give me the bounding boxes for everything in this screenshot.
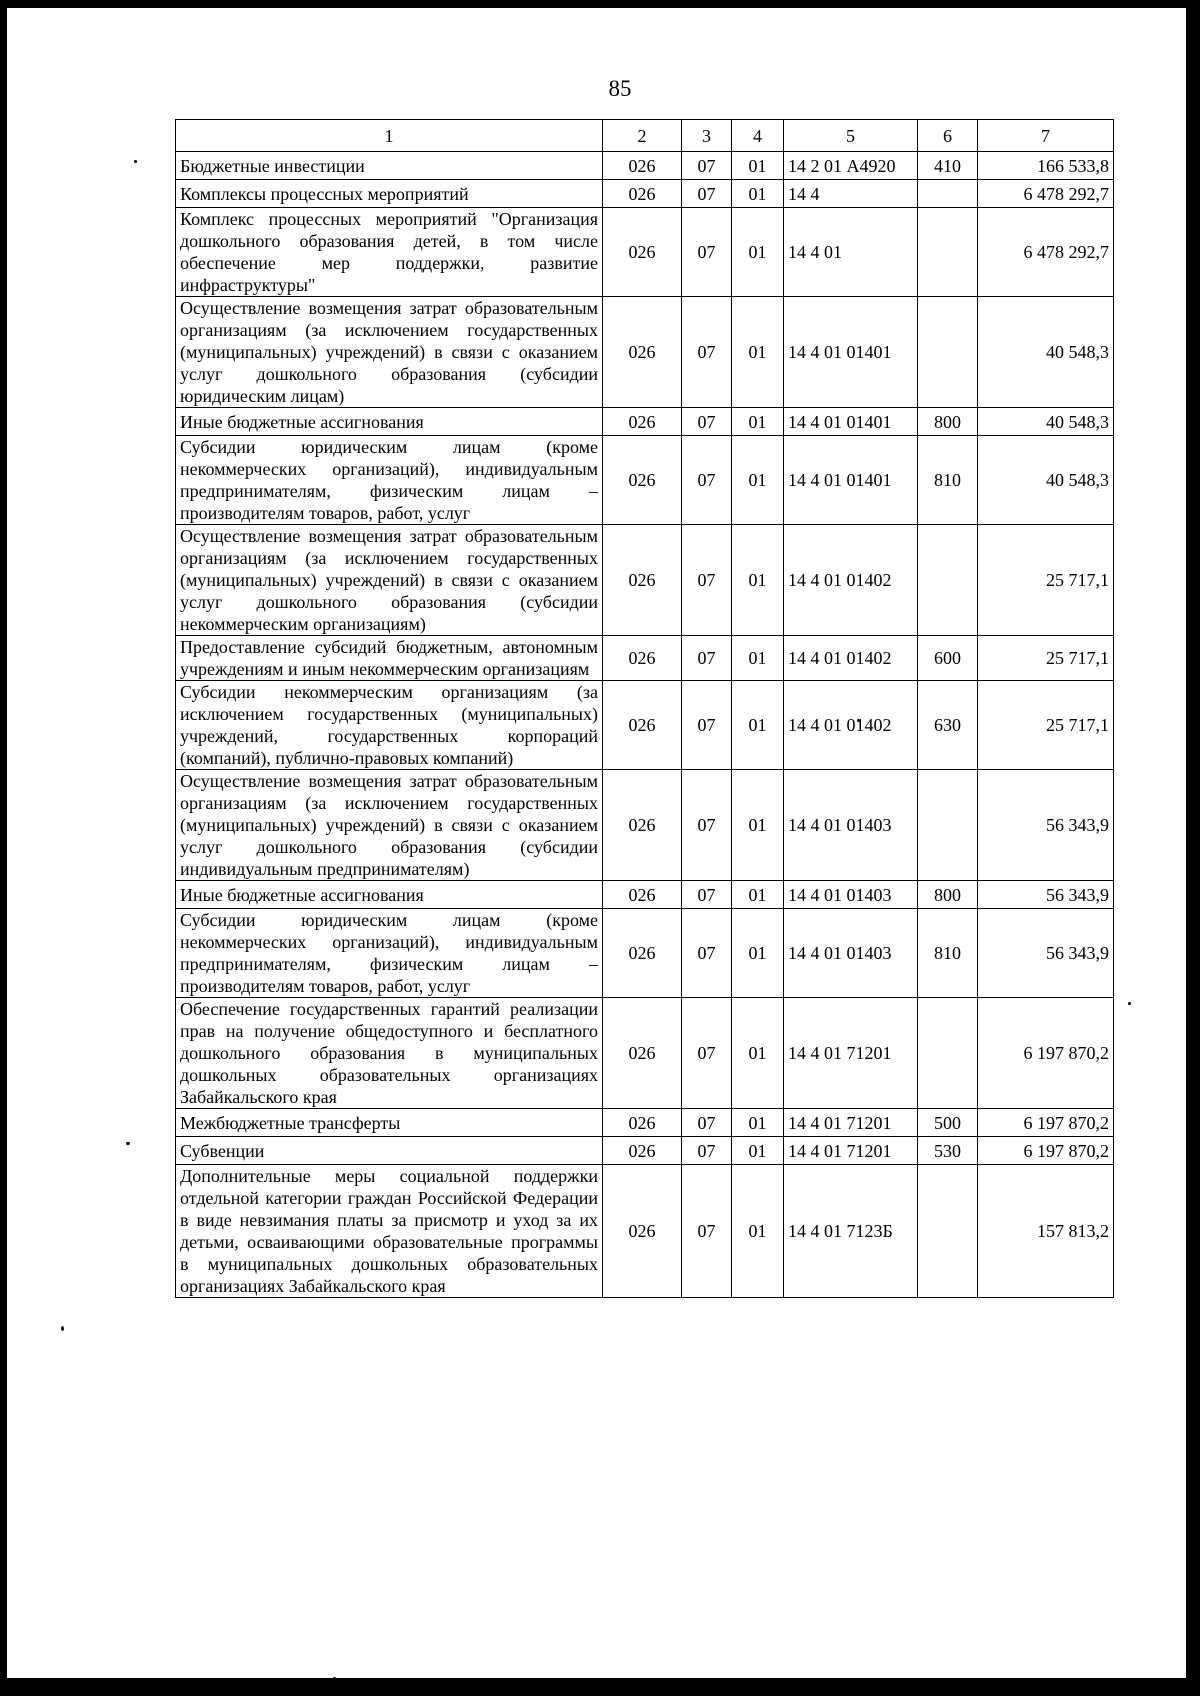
cell-code-6 [918, 998, 978, 1109]
cell-sum: 25 717,1 [978, 525, 1114, 636]
column-header: 3 [682, 120, 732, 152]
cell-code-5: 14 4 01 71201 [784, 998, 918, 1109]
cell-code-6: 630 [918, 681, 978, 770]
cell-code-4: 01 [732, 1109, 784, 1137]
table-row [176, 1165, 1114, 1298]
cell-code-5: 14 4 01 71201 [784, 1137, 918, 1165]
table-row [176, 525, 1114, 636]
cell-code-4: 01 [732, 208, 784, 297]
table-row [176, 881, 1114, 909]
table-row [176, 208, 1114, 297]
scan-speck [126, 1142, 130, 1145]
scan-border-top [0, 0, 1200, 8]
cell-code-3: 07 [682, 408, 732, 436]
row-name: Субсидии юридическим лицам (кроме некоммерческих организаций), индивидуальным предпринимателям, физическим лицам – производителям товаров, работ, услуг [176, 909, 603, 998]
row-name: Осуществление возмещения затрат образовательным организациям (за исключением государственных (муниципальных) учреждений) в связи с оказанием услуг дошкольного образования (субсидии юридическим лицам) [176, 297, 603, 408]
cell-code-2: 026 [603, 881, 682, 909]
cell-code-6: 800 [918, 408, 978, 436]
cell-code-3: 07 [682, 770, 732, 881]
cell-code-4: 01 [732, 1137, 784, 1165]
table-row [176, 1109, 1114, 1137]
cell-code-2: 026 [603, 1165, 682, 1298]
cell-code-5: 14 4 01 01401 [784, 408, 918, 436]
cell-code-4: 01 [732, 1165, 784, 1298]
cell-code-2: 026 [603, 998, 682, 1109]
cell-code-6 [918, 525, 978, 636]
table-row [176, 1137, 1114, 1165]
cell-code-2: 026 [603, 408, 682, 436]
cell-code-4: 01 [732, 770, 784, 881]
cell-code-6 [918, 180, 978, 208]
scan-border-right [1186, 0, 1200, 1696]
cell-sum: 6 478 292,7 [978, 180, 1114, 208]
table-row [176, 297, 1114, 408]
cell-code-3: 07 [682, 681, 732, 770]
cell-code-4: 01 [732, 525, 784, 636]
cell-code-3: 07 [682, 152, 732, 180]
cell-code-2: 026 [603, 1109, 682, 1137]
cell-code-5: 14 4 01 01401 [784, 297, 918, 408]
cell-code-6: 800 [918, 881, 978, 909]
budget-table [175, 119, 1114, 1298]
cell-code-3: 07 [682, 297, 732, 408]
cell-sum: 40 548,3 [978, 408, 1114, 436]
page-number: 85 [608, 76, 632, 101]
cell-code-2: 026 [603, 525, 682, 636]
cell-code-5: 14 4 01 01403 [784, 909, 918, 998]
table-row [176, 998, 1114, 1109]
cell-code-5: 14 4 01 01401 [784, 436, 918, 525]
table-row [176, 408, 1114, 436]
cell-code-2: 026 [603, 636, 682, 681]
row-name: Субсидии юридическим лицам (кроме некоммерческих организаций), индивидуальным предпринимателям, физическим лицам – производителям товаров, работ, услуг [176, 436, 603, 525]
cell-code-3: 07 [682, 636, 732, 681]
cell-code-4: 01 [732, 408, 784, 436]
cell-code-2: 026 [603, 436, 682, 525]
column-header: 4 [732, 120, 784, 152]
cell-code-4: 01 [732, 436, 784, 525]
cell-code-6: 530 [918, 1137, 978, 1165]
cell-code-6: 500 [918, 1109, 978, 1137]
row-name: Иные бюджетные ассигнования [176, 881, 603, 909]
cell-code-3: 07 [682, 1137, 732, 1165]
row-name: Межбюджетные трансферты [176, 1109, 603, 1137]
table-row [176, 436, 1114, 525]
cell-sum: 6 197 870,2 [978, 998, 1114, 1109]
cell-code-4: 01 [732, 998, 784, 1109]
cell-sum: 6 478 292,7 [978, 208, 1114, 297]
table-row [176, 152, 1114, 180]
cell-code-4: 01 [732, 152, 784, 180]
row-name: Субсидии некоммерческим организациям (за исключением государственных (муниципальных) учреждений, государственных корпораций (компаний), публично-правовых компаний) [176, 681, 603, 770]
row-name: Бюджетные инвестиции [176, 152, 603, 180]
cell-code-4: 01 [732, 297, 784, 408]
cell-code-3: 07 [682, 436, 732, 525]
cell-code-2: 026 [603, 208, 682, 297]
cell-sum: 56 343,9 [978, 770, 1114, 881]
cell-code-4: 01 [732, 180, 784, 208]
cell-sum: 56 343,9 [978, 909, 1114, 998]
scan-border-left [0, 0, 7, 1696]
cell-sum: 40 548,3 [978, 436, 1114, 525]
cell-code-3: 07 [682, 208, 732, 297]
cell-code-5: 14 4 01 01403 [784, 770, 918, 881]
scan-speck [333, 1677, 336, 1680]
cell-code-6: 600 [918, 636, 978, 681]
row-name: Предоставление субсидий бюджетным, автономным учреждениям и иным некоммерческим организациям [176, 636, 603, 681]
cell-code-4: 01 [732, 909, 784, 998]
row-name: Иные бюджетные ассигнования [176, 408, 603, 436]
cell-code-3: 07 [682, 1165, 732, 1298]
column-header: 5 [784, 120, 918, 152]
row-name: Комплекс процессных мероприятий "Организация дошкольного образования детей, в том числе обеспечение мер поддержки, развитие инфраструктуры" [176, 208, 603, 297]
table-header-row [176, 120, 1114, 152]
cell-code-3: 07 [682, 525, 732, 636]
cell-code-2: 026 [603, 1137, 682, 1165]
cell-code-2: 026 [603, 152, 682, 180]
cell-sum: 157 813,2 [978, 1165, 1114, 1298]
cell-code-2: 026 [603, 909, 682, 998]
cell-code-6 [918, 1165, 978, 1298]
cell-code-4: 01 [732, 881, 784, 909]
row-name: Осуществление возмещения затрат образовательным организациям (за исключением государственных (муниципальных) учреждений) в связи с оказанием услуг дошкольного образования (субсидии индивидуальным предпринимателям) [176, 770, 603, 881]
row-name: Дополнительные меры социальной поддержки отдельной категории граждан Российской Федерации в виде невзимания платы за присмотр и уход за их детьми, осваивающими образовательные программы в муниципальных дошкольных образовательных организациях Забайкальского края [176, 1165, 603, 1298]
cell-code-2: 026 [603, 681, 682, 770]
cell-code-6: 810 [918, 436, 978, 525]
cell-code-2: 026 [603, 770, 682, 881]
cell-code-5: 14 4 01 01402 [784, 636, 918, 681]
cell-code-4: 01 [732, 681, 784, 770]
scan-speck [1128, 1002, 1131, 1005]
cell-sum: 6 197 870,2 [978, 1137, 1114, 1165]
cell-code-6: 410 [918, 152, 978, 180]
row-name: Осуществление возмещения затрат образовательным организациям (за исключением государственных (муниципальных) учреждений) в связи с оказанием услуг дошкольного образования (субсидии некоммерческим организациям) [176, 525, 603, 636]
cell-code-5: 14 4 [784, 180, 918, 208]
cell-sum: 56 343,9 [978, 881, 1114, 909]
cell-sum: 25 717,1 [978, 636, 1114, 681]
column-header: 2 [603, 120, 682, 152]
cell-code-5: 14 4 01 01403 [784, 881, 918, 909]
row-name: Субвенции [176, 1137, 603, 1165]
cell-code-6: 810 [918, 909, 978, 998]
cell-code-6 [918, 297, 978, 408]
cell-code-5: 14 4 01 01402 [784, 681, 918, 770]
cell-code-3: 07 [682, 180, 732, 208]
table-row [176, 770, 1114, 881]
cell-code-5: 14 4 01 7123Б [784, 1165, 918, 1298]
cell-code-6 [918, 770, 978, 881]
cell-code-5: 14 4 01 01402 [784, 525, 918, 636]
cell-sum: 25 717,1 [978, 681, 1114, 770]
scan-speck [61, 1326, 64, 1331]
cell-code-3: 07 [682, 998, 732, 1109]
cell-code-4: 01 [732, 636, 784, 681]
cell-code-2: 026 [603, 297, 682, 408]
cell-code-3: 07 [682, 1109, 732, 1137]
column-header: 6 [918, 120, 978, 152]
cell-sum: 6 197 870,2 [978, 1109, 1114, 1137]
row-name: Комплексы процессных мероприятий [176, 180, 603, 208]
cell-code-5: 14 4 01 71201 [784, 1109, 918, 1137]
table-row [176, 909, 1114, 998]
cell-code-6 [918, 208, 978, 297]
table-row [176, 681, 1114, 770]
cell-sum: 166 533,8 [978, 152, 1114, 180]
scan-border-bottom [0, 1678, 1200, 1696]
column-header: 1 [176, 120, 603, 152]
row-name: Обеспечение государственных гарантий реализации прав на получение общедоступного и бесплатного дошкольного образования в муниципальных дошкольных образовательных организациях Забайкальского края [176, 998, 603, 1109]
cell-code-3: 07 [682, 909, 732, 998]
cell-sum: 40 548,3 [978, 297, 1114, 408]
scan-speck [134, 160, 137, 163]
cell-code-5: 14 2 01 А4920 [784, 152, 918, 180]
cell-code-5: 14 4 01 [784, 208, 918, 297]
table-row [176, 180, 1114, 208]
cell-code-3: 07 [682, 881, 732, 909]
table-row [176, 636, 1114, 681]
column-header: 7 [978, 120, 1114, 152]
cell-code-2: 026 [603, 180, 682, 208]
